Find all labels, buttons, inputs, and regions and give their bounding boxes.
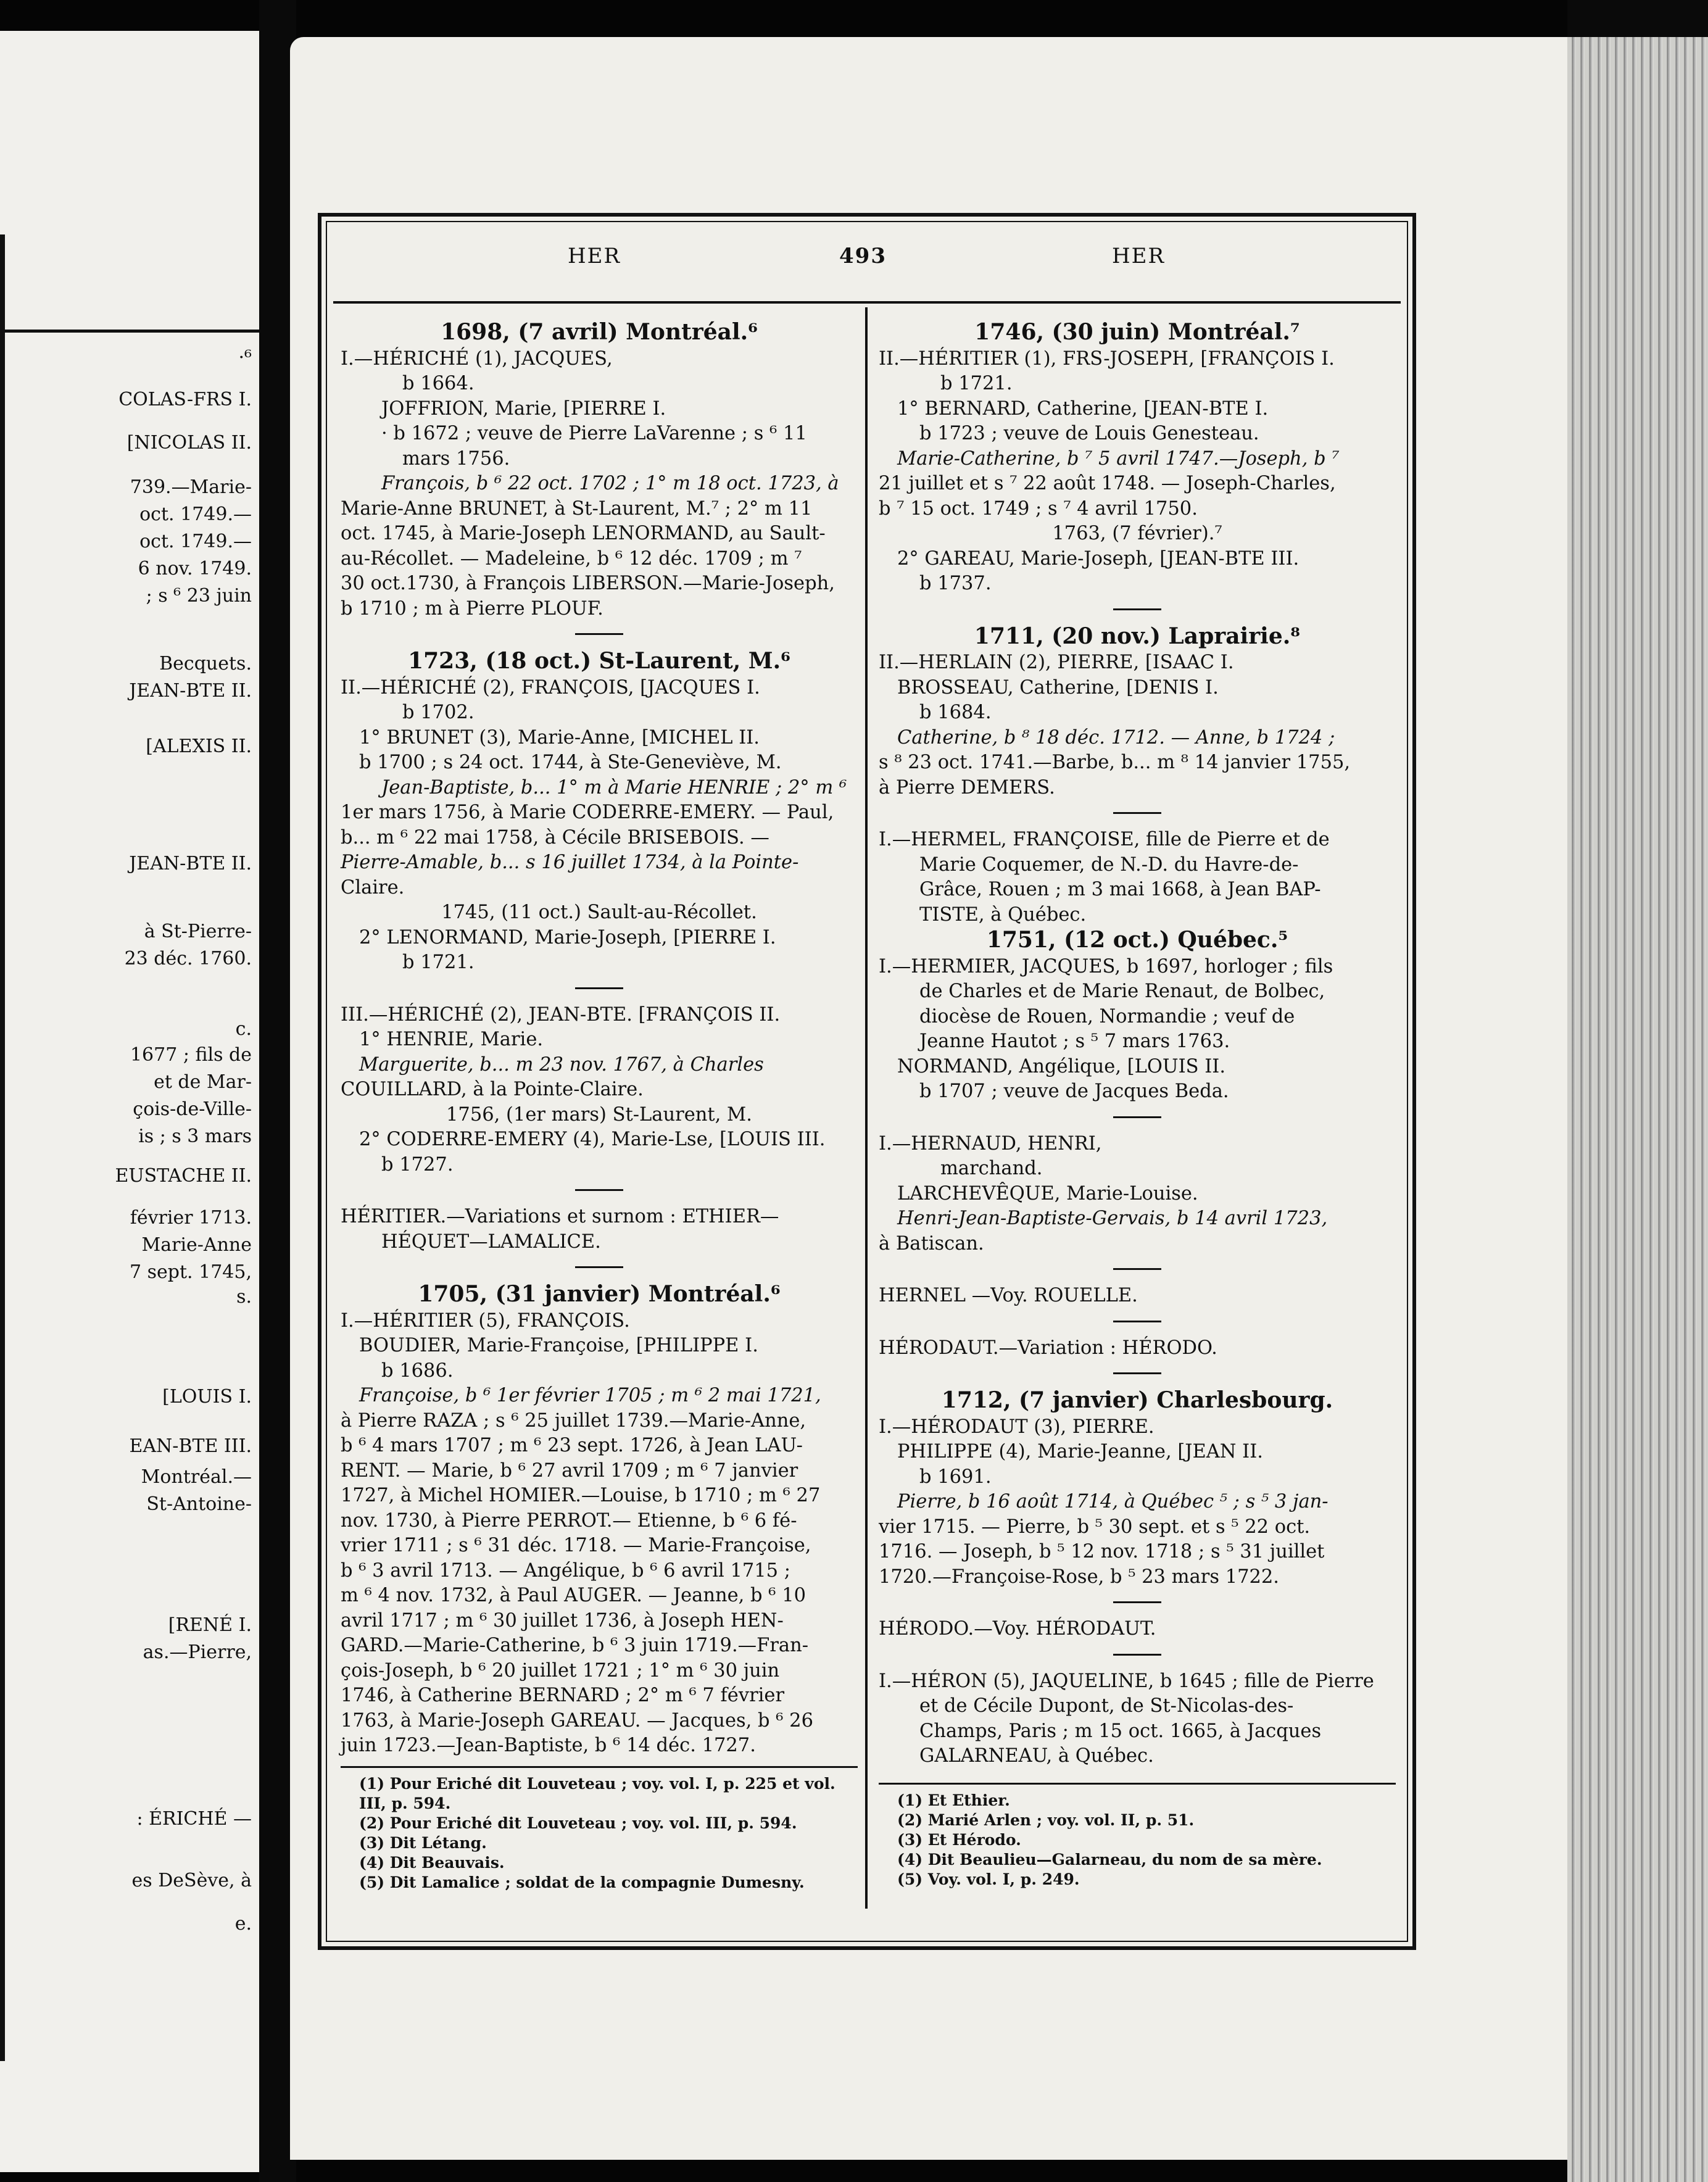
page-edges-shadow — [1567, 0, 1708, 37]
line: Champs, Paris ; m 15 oct. 1665, à Jacques — [919, 1720, 1322, 1742]
running-header — [333, 244, 1401, 281]
line: au-Récollet. — Madeleine, b ⁶ 12 déc. 1709 ; m ⁷ — [341, 547, 802, 570]
line — [341, 1053, 858, 1078]
header-right: HER — [1112, 244, 1166, 268]
line: TISTE, à Québec. — [919, 903, 1087, 926]
entry-date-line — [341, 1282, 858, 1309]
line: b ⁷ 15 oct. 1749 ; s ⁷ 4 avril 1750. — [879, 497, 1198, 520]
line: b ⁶ 4 mars 1707 ; m ⁶ 23 sept. 1726, à Jean LAU- — [341, 1435, 803, 1456]
line: b 1691. — [919, 1466, 992, 1488]
previous-page-fragment: COLAS-FRS I. — [118, 389, 252, 410]
previous-page-fragment: 23 déc. 1760. — [124, 948, 252, 969]
previous-page-fragment: [NICOLAS II. — [126, 432, 252, 454]
line: 1711, (20 nov.) Laprairie.⁸ — [974, 623, 1301, 649]
line: 1720.—Françoise-Rose, b ⁵ 23 mars 1722. — [879, 1566, 1280, 1588]
footnote-rule — [879, 1783, 1396, 1785]
line: b 1727. — [381, 1153, 454, 1176]
line-text: Catherine, b ⁸ 18 déc. 1712. — Anne, b 1724 ; — [897, 726, 1335, 749]
line: GARD.—Marie-Catherine, b ⁶ 3 juin 1719.—Fran- — [341, 1635, 809, 1656]
line: et de Cécile Dupont, de St-Nicolas-des- — [919, 1695, 1294, 1717]
line: çois-Joseph, b ⁶ 20 juillet 1721 ; 1° m ⁶ 30 juin — [341, 1659, 780, 1682]
footnote: (1) Et Ethier. — [897, 1791, 1010, 1809]
entry-head: I.—HERNAUD, HENRI, — [879, 1132, 1102, 1155]
previous-page-fragment: à St-Pierre- — [144, 921, 252, 942]
footnote: (5) Dit Lamalice ; soldat de la compagnie Dumesny. — [359, 1873, 805, 1891]
line: 1716. — Joseph, b ⁵ 12 nov. 1718 ; s ⁵ 31 juillet — [879, 1541, 1325, 1562]
previous-page-frame-rule — [0, 234, 5, 2061]
line: 1746, (30 juin) Montréal.⁷ — [974, 319, 1300, 345]
entry-date-line — [879, 927, 1396, 955]
line: b 1710 ; m à Pierre PLOUF. — [341, 597, 603, 620]
cross-reference: HÉRODO.—Voy. HÉRODAUT. — [879, 1618, 1156, 1640]
previous-page-fragment: 1677 ; fils de — [130, 1044, 252, 1066]
line: NORMAND, Angélique, [LOUIS II. — [897, 1055, 1226, 1077]
previous-page-fragment: oct. 1749.— — [139, 531, 252, 552]
page-edges — [1567, 0, 1708, 2182]
line: b 1664. — [402, 373, 475, 394]
previous-page-header-rule — [0, 330, 259, 333]
line: avril 1717 ; m ⁶ 30 juillet 1736, à Joseph HEN- — [341, 1609, 784, 1632]
line — [879, 1490, 1396, 1515]
previous-page-fragment: février 1713. — [130, 1207, 252, 1229]
previous-page-fragment: c. — [235, 1018, 252, 1040]
line-text: François, b ⁶ 22 oct. 1702 ; 1° m 18 oct. 1723, à — [381, 473, 839, 494]
line: 30 oct.1730, à François LIBERSON.—Marie-Joseph, — [341, 573, 835, 594]
line: 2° CODERRE-EMERY (4), Marie-Lse, [LOUIS III. — [359, 1129, 826, 1150]
entry-date-line — [341, 649, 858, 676]
line-text: Marie-Catherine, b ⁷ 5 avril 1747.—Joseph, b ⁷ — [897, 447, 1340, 470]
line: · b 1672 ; veuve de Pierre LaVarenne ; s ⁶ 11 — [381, 423, 807, 444]
line: 1751, (12 oct.) Québec.⁵ — [986, 927, 1288, 953]
right-column — [879, 320, 1396, 1890]
entry-separator — [1113, 1321, 1161, 1322]
line: b... m ⁶ 22 mai 1758, à Cécile BRISEBOIS. — — [341, 826, 769, 848]
line: 2° LENORMAND, Marie-Joseph, [PIERRE I. — [359, 926, 776, 948]
footnote: (1) Pour Eriché dit Louveteau ; voy. vol. I, p. 225 et vol. — [359, 1774, 835, 1793]
line — [879, 726, 1396, 751]
previous-page-fragment: EAN-BTE III. — [129, 1435, 252, 1457]
previous-page-fragment: ·⁶ — [238, 347, 252, 368]
line: diocèse de Rouen, Normandie ; veuf de — [919, 1005, 1295, 1027]
previous-page-fragment: 6 nov. 1749. — [138, 558, 252, 579]
line: COUILLARD, à la Pointe-Claire. — [341, 1079, 644, 1100]
line: 1723, (18 oct.) St-Laurent, M.⁶ — [408, 648, 790, 674]
marriage-date-line: 1763, (7 février).⁷ — [1052, 523, 1222, 544]
previous-page-fragment: s. — [236, 1286, 252, 1308]
previous-page-fragment: is ; s 3 mars — [138, 1126, 252, 1147]
line: à Pierre RAZA ; s ⁶ 25 juillet 1739.—Marie-Anne, — [341, 1409, 806, 1432]
line: 21 juillet et s ⁷ 22 août 1748. — Joseph-Charles, — [879, 473, 1336, 494]
line: GALARNEAU, à Québec. — [919, 1745, 1154, 1767]
previous-page-fragment: Montréal.— — [141, 1466, 252, 1488]
line: mars 1756. — [402, 447, 510, 470]
header-left: HER — [568, 244, 621, 268]
line: b 1702. — [402, 702, 475, 723]
line: 2° GAREAU, Marie-Joseph, [JEAN-BTE III. — [897, 547, 1300, 570]
entry-separator — [1113, 812, 1161, 814]
footnote-rule — [341, 1766, 858, 1768]
line — [879, 447, 1396, 472]
page-number: 493 — [839, 244, 887, 268]
entry-head: I.—HERMEL, FRANÇOISE, fille de Pierre et de — [879, 829, 1330, 850]
surname-note: HÉRITIER.—Variations et surnom : ETHIER— — [341, 1206, 779, 1227]
entry-date-line — [879, 1388, 1396, 1415]
surname-note: HÉRODAUT.—Variation : HÉRODO. — [879, 1337, 1217, 1359]
previous-page-fragment: JEAN-BTE II. — [129, 680, 252, 702]
line: b 1707 ; veuve de Jacques Beda. — [919, 1081, 1229, 1102]
line — [341, 850, 858, 876]
line: à Batiscan. — [879, 1232, 984, 1255]
line: b 1686. — [381, 1359, 454, 1382]
line — [341, 776, 858, 801]
line: vier 1715. — Pierre, b ⁵ 30 sept. et s ⁵ 22 oct. — [879, 1516, 1311, 1538]
line: marchand. — [940, 1158, 1043, 1179]
footnote: (4) Dit Beauvais. — [359, 1853, 505, 1872]
left-column — [341, 320, 858, 1893]
entry-separator — [1113, 1372, 1161, 1374]
previous-page-strip — [0, 31, 259, 2172]
entry-separator — [575, 633, 623, 635]
entry-date-line — [341, 320, 858, 347]
marriage-date-line: 1756, (1er mars) St-Laurent, M. — [446, 1103, 752, 1126]
line: RENT. — Marie, b ⁶ 27 avril 1709 ; m ⁶ 7 janvier — [341, 1459, 798, 1482]
footnote: III, p. 594. — [359, 1794, 451, 1812]
line-text: Henri-Jean-Baptiste-Gervais, b 14 avril 1723, — [897, 1208, 1328, 1229]
line: 1° BRUNET (3), Marie-Anne, [MICHEL II. — [359, 726, 760, 749]
entry-head: II.—HÉRITIER (1), FRS-JOSEPH, [FRANÇOIS I. — [879, 347, 1335, 370]
column-divider — [865, 307, 868, 1909]
line: BROSSEAU, Catherine, [DENIS I. — [897, 676, 1219, 699]
line: b ⁶ 3 avril 1713. — Angélique, b ⁶ 6 avril 1715 ; — [341, 1559, 791, 1582]
entry-separator — [1113, 1268, 1161, 1270]
previous-page-fragment: [LOUIS I. — [162, 1386, 252, 1408]
line: LARCHEVÊQUE, Marie-Louise. — [897, 1182, 1198, 1205]
line: à Pierre DEMERS. — [879, 776, 1055, 799]
line: Marie-Anne BRUNET, à St-Laurent, M.⁷ ; 2° m 11 — [341, 497, 813, 520]
line: b 1723 ; veuve de Louis Genesteau. — [919, 423, 1259, 444]
previous-page-fragment: : ÉRICHÉ — — [136, 1808, 252, 1830]
previous-page-fragment: as.—Pierre, — [143, 1641, 252, 1663]
footnote: (5) Voy. vol. I, p. 249. — [897, 1870, 1080, 1888]
line: Marie Coquemer, de N.-D. du Havre-de- — [919, 853, 1299, 876]
line: 1763, à Marie-Joseph GAREAU. — Jacques, b ⁶ 26 — [341, 1709, 813, 1732]
line: 1° HENRIE, Marie. — [359, 1029, 544, 1050]
cross-reference: HERNEL —Voy. ROUELLE. — [879, 1285, 1138, 1306]
previous-page-fragment: EUSTACHE II. — [115, 1165, 252, 1187]
line: BOUDIER, Marie-Françoise, [PHILIPPE I. — [359, 1335, 758, 1356]
line: b 1721. — [402, 952, 475, 973]
previous-page-fragment: 7 sept. 1745, — [130, 1261, 252, 1283]
line — [879, 1206, 1396, 1232]
line: de Charles et de Marie Renaut, de Bolbec, — [919, 981, 1325, 1002]
marriage-date-line: 1745, (11 oct.) Sault-au-Récollet. — [441, 902, 757, 923]
previous-page-fragment: e. — [234, 1913, 252, 1935]
line: PHILIPPE (4), Marie-Jeanne, [JEAN II. — [897, 1441, 1263, 1462]
line: vrier 1711 ; s ⁶ 31 déc. 1718. — Marie-Françoise, — [341, 1535, 811, 1556]
previous-page-fragment: Becquets. — [159, 653, 252, 674]
line: 1er mars 1756, à Marie CODERRE-EMERY. — Paul, — [341, 802, 834, 823]
previous-page-fragment: [RENÉ I. — [168, 1614, 252, 1636]
line: Jeanne Hautot ; s ⁵ 7 mars 1763. — [919, 1031, 1230, 1052]
entry-head: II.—HERLAIN (2), PIERRE, [ISAAC I. — [879, 652, 1234, 673]
line: s ⁸ 23 oct. 1741.—Barbe, b... m ⁸ 14 janvier 1755, — [879, 752, 1351, 773]
line — [341, 471, 858, 497]
line-text: Jean-Baptiste, b... 1° m à Marie HENRIE ; 2° m ⁶ — [381, 776, 847, 799]
line: nov. 1730, à Pierre PERROT.— Etienne, b ⁶ 6 fé- — [341, 1509, 797, 1532]
line: b 1700 ; s 24 oct. 1744, à Ste-Geneviève, M. — [359, 752, 782, 773]
line: 1705, (31 janvier) Montréal.⁶ — [418, 1281, 781, 1307]
line: b 1684. — [919, 702, 992, 723]
entry-separator — [1113, 1654, 1161, 1656]
line: oct. 1745, à Marie-Joseph LENORMAND, au Sault- — [341, 523, 826, 544]
footnote: (2) Pour Eriché dit Louveteau ; voy. vol. III, p. 594. — [359, 1814, 797, 1832]
line: JOFFRION, Marie, [PIERRE I. — [381, 397, 666, 420]
line: Claire. — [341, 876, 405, 898]
entry-head: I.—HÉRICHÉ (1), JACQUES, — [341, 347, 613, 370]
previous-page-fragment: çois-de-Ville- — [133, 1098, 252, 1120]
previous-page-fragment: et de Mar- — [154, 1071, 252, 1093]
footnote: (3) Et Hérodo. — [897, 1830, 1021, 1849]
line: 1727, à Michel HOMIER.—Louise, b 1710 ; m ⁶ 27 — [341, 1485, 821, 1506]
footnote: (2) Marié Arlen ; voy. vol. II, p. 51. — [897, 1811, 1195, 1829]
previous-page-fragment: St-Antoine- — [146, 1493, 252, 1515]
line-text: Pierre-Amable, b... s 16 juillet 1734, à la Pointe- — [341, 852, 799, 873]
line-text: Pierre, b 16 août 1714, à Québec ⁵ ; s ⁵ 3 jan- — [897, 1491, 1329, 1512]
footnote: (4) Dit Beaulieu—Galarneau, du nom de sa mère. — [897, 1850, 1322, 1869]
line: HÉQUET—LAMALICE. — [381, 1230, 601, 1253]
entry-head: I.—HERMIER, JACQUES, b 1697, horloger ; fils — [879, 955, 1333, 977]
entry-date-line — [879, 320, 1396, 347]
entry-date-line — [879, 624, 1396, 651]
entry-head: I.—HÉRITIER (5), FRANÇOIS. — [341, 1309, 630, 1332]
header-rule — [333, 301, 1401, 304]
entry-separator — [1113, 1601, 1161, 1603]
line: b 1737. — [919, 573, 992, 594]
line-text: Marguerite, b... m 23 nov. 1767, à Charles — [359, 1053, 764, 1076]
entry-head: II.—HÉRICHÉ (2), FRANÇOIS, [JACQUES I. — [341, 676, 760, 699]
line: 1746, à Catherine BERNARD ; 2° m ⁶ 7 février — [341, 1685, 785, 1706]
line: m ⁶ 4 nov. 1732, à Paul AUGER. — Jeanne, b ⁶ 10 — [341, 1585, 806, 1606]
line: 1° BERNARD, Catherine, [JEAN-BTE I. — [897, 397, 1269, 420]
previous-page-fragment: [ALEXIS II. — [146, 736, 252, 757]
line-text: Françoise, b ⁶ 1er février 1705 ; m ⁶ 2 mai 1721, — [359, 1385, 821, 1406]
entry-head: I.—HÉRON (5), JAQUELINE, b 1645 ; fille de Pierre — [879, 1670, 1374, 1692]
line: Grâce, Rouen ; m 3 mai 1668, à Jean BAP- — [919, 879, 1321, 900]
line: 1712, (7 janvier) Charlesbourg. — [941, 1387, 1333, 1413]
previous-page-fragment: JEAN-BTE II. — [129, 853, 252, 874]
entry-head: I.—HÉRODAUT (3), PIERRE. — [879, 1416, 1155, 1438]
entry-separator — [1113, 608, 1161, 610]
previous-page-fragment: es DeSève, à — [131, 1870, 252, 1891]
entry-separator — [1113, 1116, 1161, 1118]
previous-page-fragment: 739.—Marie- — [130, 476, 252, 498]
entry-head: III.—HÉRICHÉ (2), JEAN-BTE. [FRANÇOIS II. — [341, 1003, 781, 1026]
entry-separator — [575, 987, 623, 989]
line: b 1721. — [940, 373, 1013, 394]
line — [341, 1383, 858, 1409]
entry-separator — [575, 1189, 623, 1191]
previous-page-fragment: ; s ⁶ 23 juin — [146, 585, 252, 607]
line: 1698, (7 avril) Montréal.⁶ — [441, 319, 758, 345]
footnote: (3) Dit Létang. — [359, 1833, 487, 1852]
previous-page-fragment: Marie-Anne — [141, 1234, 252, 1256]
entry-separator — [575, 1266, 623, 1268]
line: juin 1723.—Jean-Baptiste, b ⁶ 14 déc. 1727. — [341, 1735, 756, 1756]
previous-page-fragment: oct. 1749.— — [139, 504, 252, 525]
